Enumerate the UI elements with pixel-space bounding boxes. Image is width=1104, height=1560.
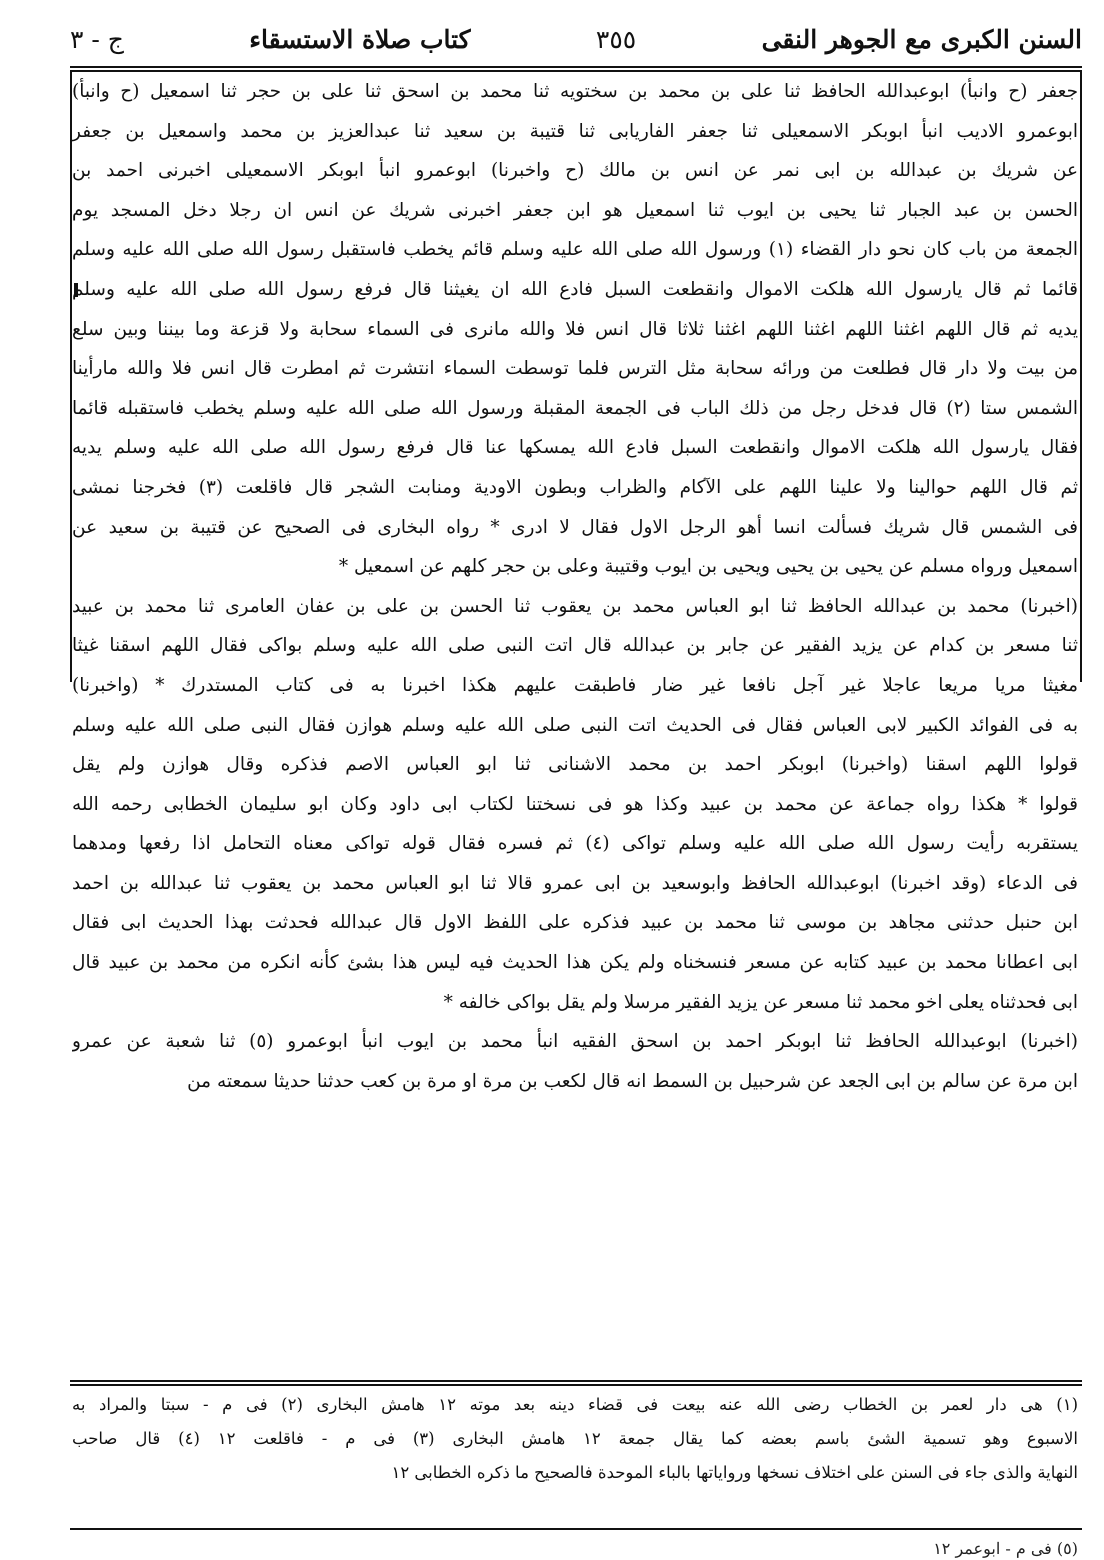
text-line: ابى فحدثناه يعلى اخو محمد ثنا مسعر عن يزيد الفقير مرسلا ولم يقل بواكى خالفه * [443, 991, 1078, 1013]
text-line: (اخبرنا) محمد بن عبدالله الحافظ ثنا ابو العباس محمد بن يعقوب ثنا الحسن بن على بن عفان العامرى ثنا محمد بن عبيد [72, 595, 1078, 617]
footnote-rule-top [70, 1380, 1082, 1382]
text-line: به فى الفوائد الكبير لابى العباس فقال فى الحديث اتت النبى صلى الله عليه وسلم هوازن فقال النبى صلى الله عليه وسلم [72, 714, 1078, 736]
text-line: فى الشمس قال شريك فسألت انسا أهو الرجل الاول فقال لا ادرى * رواه البخارى فى الصحيح عن قتيبة بن سعيد عن [72, 516, 1078, 538]
volume-label: ج - ٣ [70, 24, 124, 54]
text-line: يديه ثم قال اللهم اغثنا اللهم اغثنا اللهم اغثنا ثلاثا قال انس فلا والله مانرى فى السماء سحابة ولا قزعة وما بيننا وبين سلع [72, 318, 1078, 340]
page-header [70, 14, 1082, 64]
footnote-line: النهاية والذى جاء فى السنن على اختلاف نسخها ورواياتها بالباء الموحدة فالصحيح ما ذكره الخطابى ١٢ [391, 1463, 1078, 1482]
text-line: قولوا * هكذا رواه جماعة عن محمد بن عبيد وكذا هو فى نسختنا لكتاب ابى داود وكان ابو سليمان الخطابى رحمه الله [72, 793, 1078, 815]
footnote-rule-bottom [70, 1384, 1082, 1386]
text-line: ثنا مسعر بن كدام عن يزيد الفقير عن جابر بن عبدالله قال اتت النبى صلى الله عليه وسلم بواكى فقال اللهم اسقنا غيثا [72, 635, 1078, 657]
cut-off-footnote: (٥) فى م - ابوعمر ١٢ [933, 1539, 1078, 1558]
text-line: الحسن بن عبد الجبار ثنا يحيى بن ايوب ثنا اسمعيل هو ابن جعفر اخبرنى شريك عن انس ان رجلا دخل المسجد يوم [72, 199, 1078, 221]
footer-rule [70, 1528, 1082, 1530]
footnote-line: الاسبوع وهو تسمية الشئ باسم بعضه كما يقال جمعة ١٢ هامش البخارى (٣) فى م - فاقلعت ١٢ (٤) قال صاحب [72, 1429, 1078, 1448]
text-line: اسمعيل ورواه مسلم عن يحيى بن يحيى ويحيى بن ايوب وقتيبة وعلى بن حجر كلهم عن اسمعيل * [338, 556, 1078, 578]
text-line: قائما ثم قال يارسول الله هلكت الاموال وانقطعت السبل فادع الله ان يغيثنا قال فرفع رسول الله صلى الله عليه وسلم [72, 278, 1078, 300]
text-line: ثم قال اللهم حوالينا ولا علينا اللهم على الآكام والظراب وبطون الاودية ومنابت الشجر قال فاقلعت (٣) فخرجنا نمشى [72, 476, 1078, 498]
footnotes [72, 1388, 1078, 1490]
text-line: يستقربه رأيت رسول الله صلى الله عليه وسلم تواكى (٤) ثم فسره فقال قوله تواكى معناه التحامل اذا رفعها ومدهما [72, 833, 1078, 855]
text-line: ابن حنبل حدثنى مجاهد بن موسى ثنا محمد بن عبيد فذكره على اللفظ الاول قال عبدالله فحدثت بهذا الحديث ابى فقال [72, 912, 1078, 934]
text-line: ابوعمرو الاديب انبأ ابوبكر الاسمعيلى ثنا جعفر الفاريابى ثنا قتيبة بن سعيد ثنا عبدالعزيز بن محمد واسمعيل بن جعفر [72, 120, 1078, 142]
text-line: جعفر (ح وانبأ) ابوعبدالله الحافظ ثنا على بن محمد بن سختويه ثنا محمد بن اسحق ثنا على بن حجر ثنا اسمعيل (ح وانبأ) [72, 81, 1078, 102]
chapter-title: كتاب صلاة الاستسقاء [249, 24, 471, 54]
footnote-line: (١) هى دار لعمر بن الخطاب رضى الله عنه بيعت فى قضاء دينه بعد موته ١٢ هامش البخارى (٢) فى م - سبتا والمراد به [72, 1395, 1078, 1414]
page-number: ٣٥٥ [595, 24, 637, 54]
text-line: الجمعة من باب كان نحو دار القضاء (١) ورسول الله صلى الله عليه وسلم قائم يخطب فاستقبل رسول الله صلى الله عليه وسلم [72, 239, 1078, 261]
text-line: الشمس ستا (٢) قال فدخل رجل من ذلك الباب فى الجمعة المقبلة ورسول الله صلى الله عليه وسلم يخطب فاستقبله قائما [72, 397, 1078, 419]
text-line: ابن مرة عن سالم بن ابى الجعد عن شرحبيل بن السمط انه قال لكعب بن مرة او مرة بن كعب حدثنا حديثا سمعته من [187, 1070, 1078, 1092]
text-line: (اخبرنا) ابوعبدالله الحافظ ثنا ابوبكر احمد بن اسحق الفقيه انبأ محمد بن ايوب انبأ ابوعمرو (٥) ثنا شعبة عن عمرو [72, 1031, 1078, 1053]
text-line: عن شريك بن عبدالله بن ابى نمر عن انس بن مالك (ح واخبرنا) ابوعمرو انبأ ابوبكر الاسمعيلى اخبرنى احمد بن [72, 160, 1078, 182]
main-text [72, 72, 1078, 1101]
text-line: مغيثا مريا مريعا عاجلا غير آجل نافعا غير ضار فاطبقت عليهم هكذا اخبرنا به فى كتاب المستدرك * (واخبرنا) [72, 674, 1078, 696]
text-line: فقال يارسول الله هلكت الاموال وانقطعت السبل فادع الله يمسكها عنا قال فرفع رسول الله صلى الله عليه وسلم يديه [72, 437, 1078, 459]
header-rule-top [70, 66, 1082, 68]
text-line: فى الدعاء (وقد اخبرنا) ابوعبدالله الحافظ وابوسعيد بن ابى عمرو قالا ثنا ابو العباس محمد بن يعقوب ثنا عبدالله بن احمد [72, 872, 1078, 894]
text-line: قولوا اللهم اسقنا (واخبرنا) ابوبكر احمد بن محمد الاشنانى ثنا ابو العباس الاصم فذكره وقال هوازن ولم يقل [72, 754, 1078, 776]
book-title: السنن الكبرى مع الجوهر النقى [761, 24, 1082, 54]
text-line: من بيت ولا دار قال فطلعت من ورائه سحابة مثل الترس فلما توسطت السماء انتشرت ثم امطرت قال انس فلا والله مارأينا [72, 358, 1078, 380]
text-line: ابى اعطانا محمد بن عبيد كتابه عن مسعر فنسخناه ولم يكن هذا الحديث فيه ليس هذا بشئ كأنه انكره من محمد بن عبيد قال [72, 952, 1078, 974]
